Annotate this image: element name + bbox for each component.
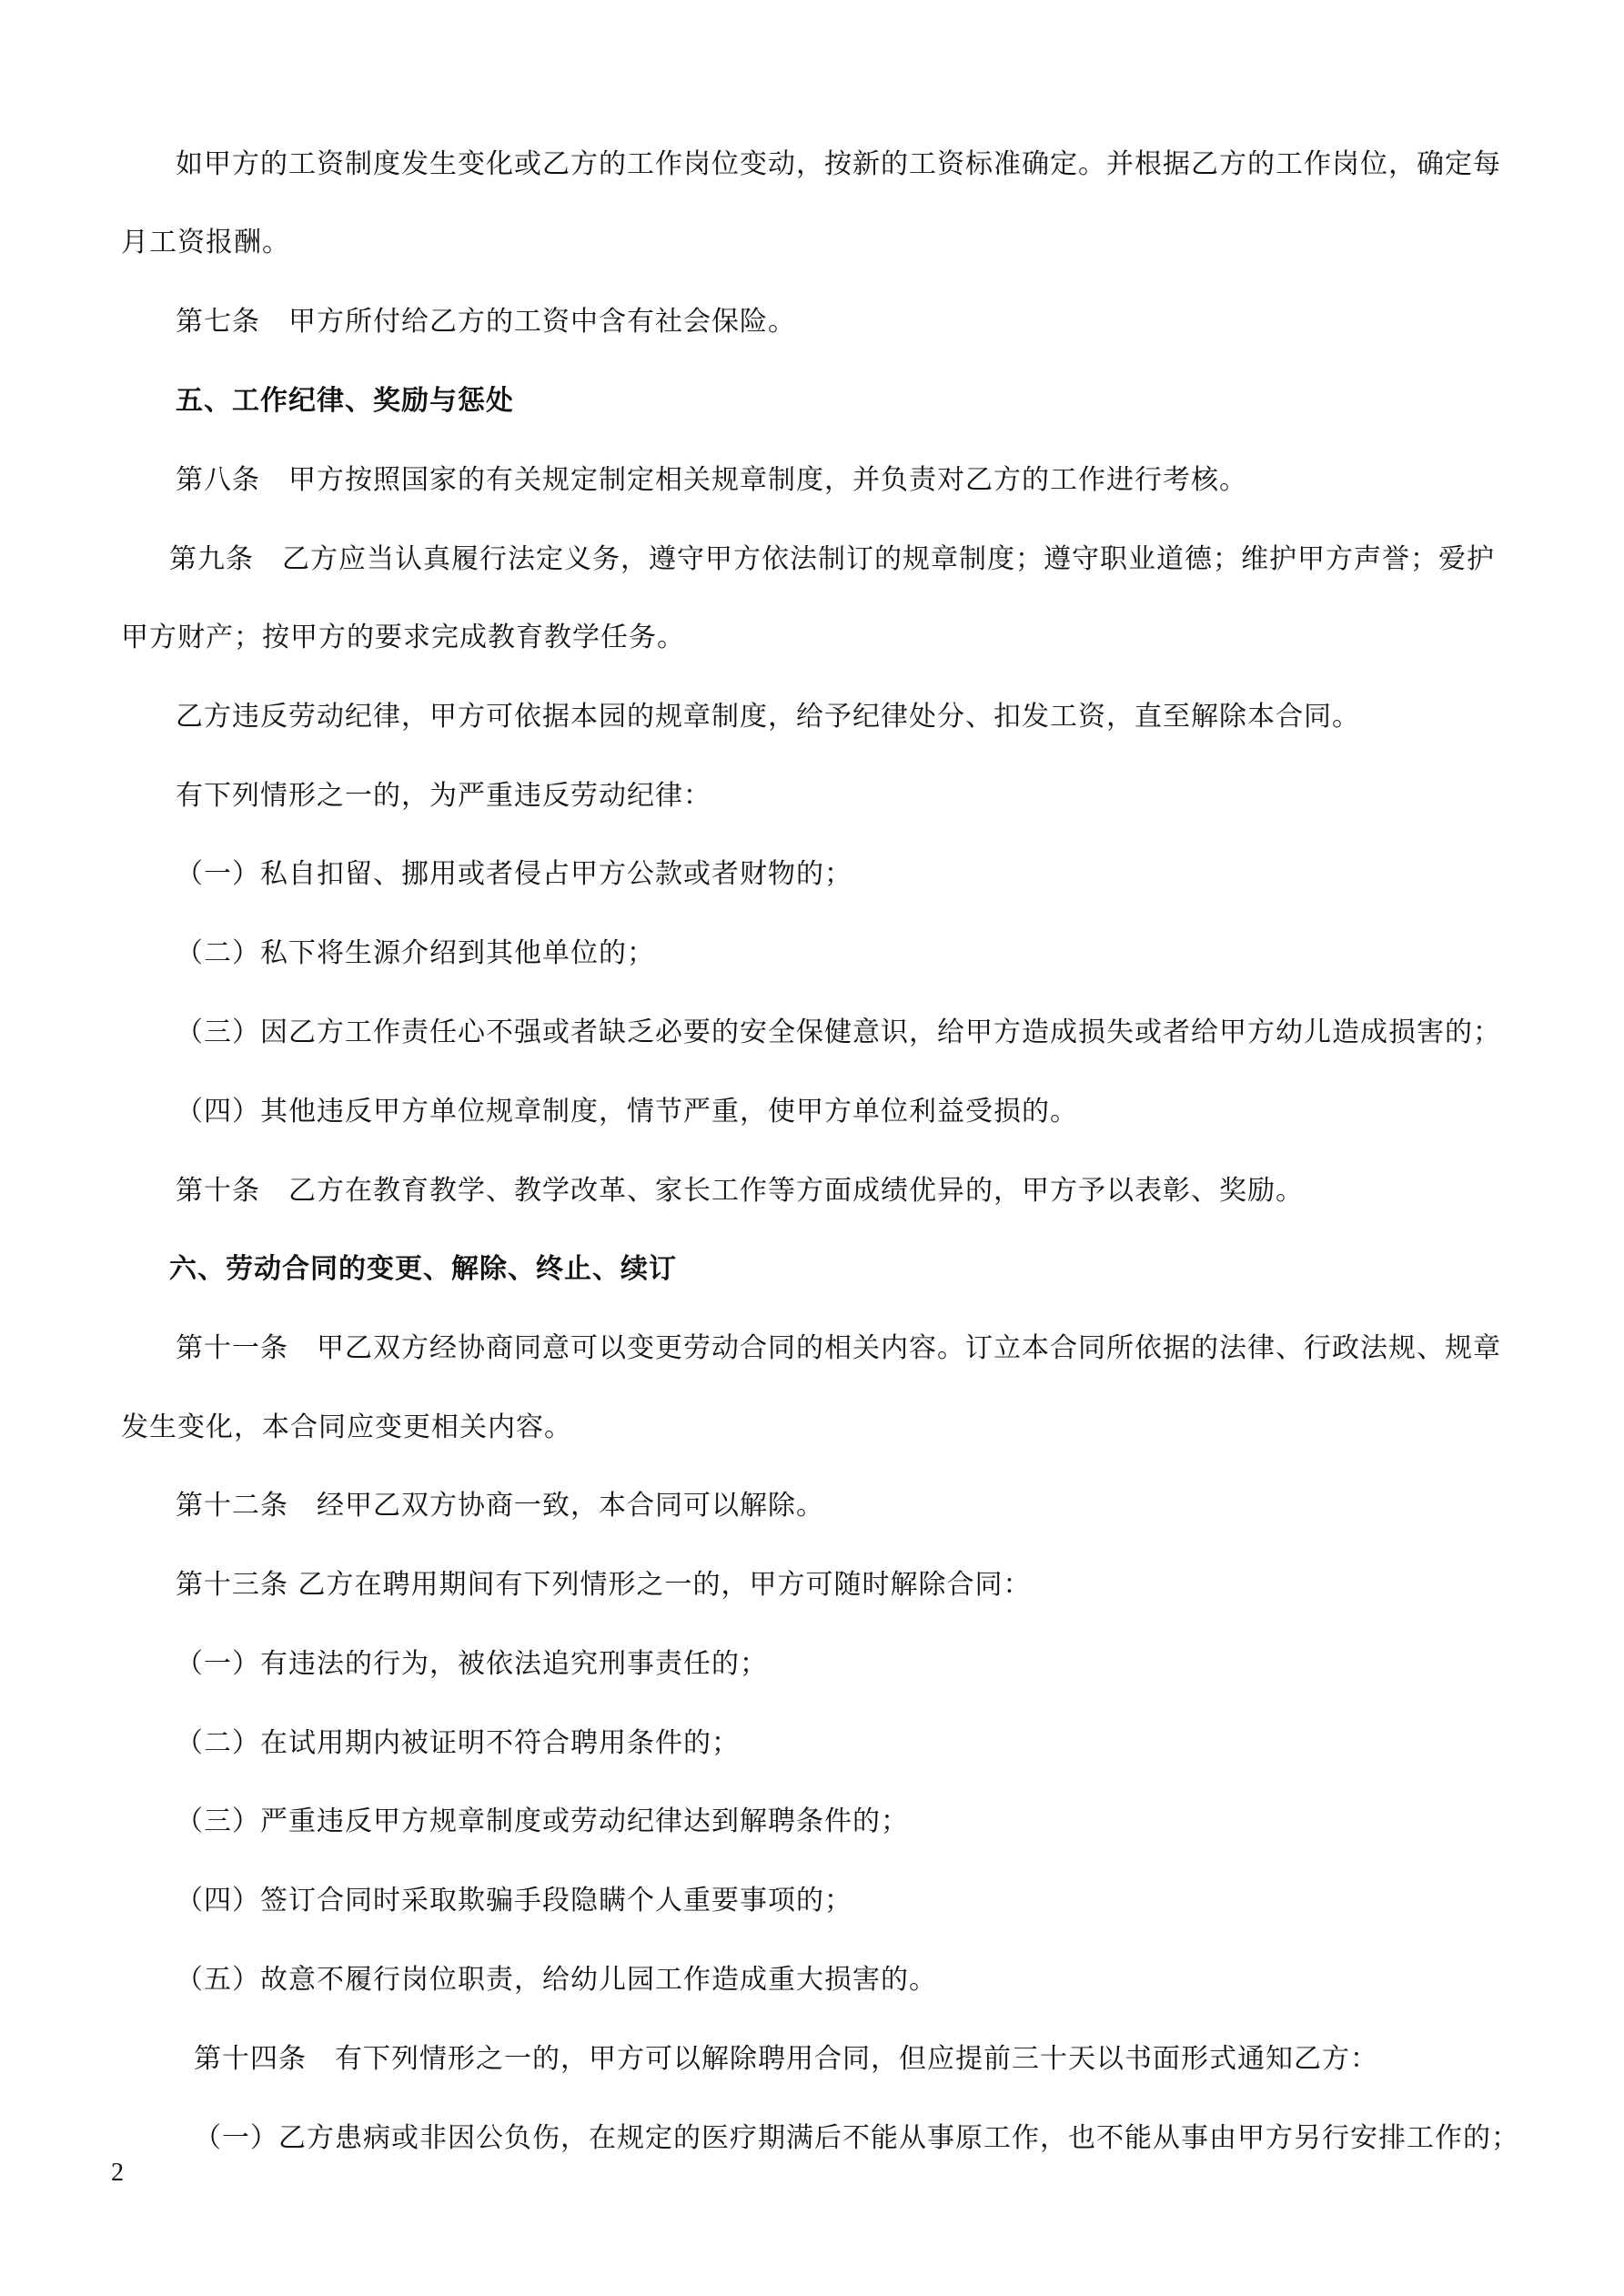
- section-heading-5: 五、工作纪律、奖励与惩处: [176, 385, 514, 417]
- list-item: （一）乙方患病或非因公负伤，在规定的医疗期满后不能从事原工作，也不能从事由甲方另行安排工作的；: [194, 2122, 1519, 2154]
- paragraph-line: 月工资报酬。: [121, 227, 290, 258]
- article-8: 第八条 甲方按照国家的有关规定制定相关规章制度，并负责对乙方的工作进行考核。: [176, 464, 1247, 496]
- page-number: 2: [111, 2159, 124, 2187]
- list-item: （一）有违法的行为，被依法追究刑事责任的；: [176, 1648, 768, 1680]
- list-item: （一）私自扣留、挪用或者侵占甲方公款或者财物的；: [176, 858, 852, 890]
- article-12: 第十二条 经甲乙双方协商一致，本合同可以解除。: [176, 1490, 824, 1522]
- paragraph-line: 甲方财产；按甲方的要求完成教育教学任务。: [121, 622, 685, 653]
- list-item: （三）严重违反甲方规章制度或劳动纪律达到解聘条件的；: [176, 1805, 909, 1837]
- paragraph-line: 如甲方的工资制度发生变化或乙方的工作岗位变动，按新的工资标准确定。并根据乙方的工作岗位，确定每: [176, 148, 1501, 180]
- article-7: 第七条 甲方所付给乙方的工资中含有社会保险。: [176, 306, 796, 338]
- paragraph-line: 有下列情形之一的，为严重违反劳动纪律：: [176, 780, 711, 812]
- section-heading-6: 六、劳动合同的变更、解除、终止、续订: [169, 1253, 677, 1285]
- list-item: （三）因乙方工作责任心不强或者缺乏必要的安全保健意识，给甲方造成损失或者给甲方幼儿造成损害的；: [176, 1017, 1501, 1048]
- article-14: 第十四条 有下列情形之一的，甲方可以解除聘用合同，但应提前三十天以书面形式通知乙方：: [194, 2043, 1378, 2075]
- article-9: 第九条 乙方应当认真履行法定义务，遵守甲方依法制订的规章制度；遵守职业道德；维护甲方声誉；爱护: [169, 543, 1495, 575]
- list-item: （四）其他违反甲方单位规章制度，情节严重，使甲方单位利益受损的。: [176, 1096, 1078, 1128]
- article-11: 第十一条 甲乙双方经协商同意可以变更劳动合同的相关内容。订立本合同所依据的法律、行政法规、规章: [176, 1332, 1501, 1364]
- list-item: （二）私下将生源介绍到其他单位的；: [176, 937, 655, 969]
- paragraph-line: 乙方违反劳动纪律，甲方可依据本园的规章制度，给予纪律处分、扣发工资，直至解除本合同。: [176, 701, 1360, 733]
- list-item: （四）签订合同时采取欺骗手段隐瞒个人重要事项的；: [176, 1885, 852, 1917]
- list-item: （五）故意不履行岗位职责，给幼儿园工作造成重大损害的。: [176, 1964, 937, 1996]
- article-13: 第十三条 乙方在聘用期间有下列情形之一的，甲方可随时解除合同：: [176, 1569, 1032, 1601]
- list-item: （二）在试用期内被证明不符合聘用条件的；: [176, 1727, 740, 1759]
- paragraph-line: 发生变化，本合同应变更相关内容。: [121, 1411, 572, 1443]
- article-10: 第十条 乙方在教育教学、教学改革、家长工作等方面成绩优异的，甲方予以表彰、奖励。: [176, 1175, 1304, 1207]
